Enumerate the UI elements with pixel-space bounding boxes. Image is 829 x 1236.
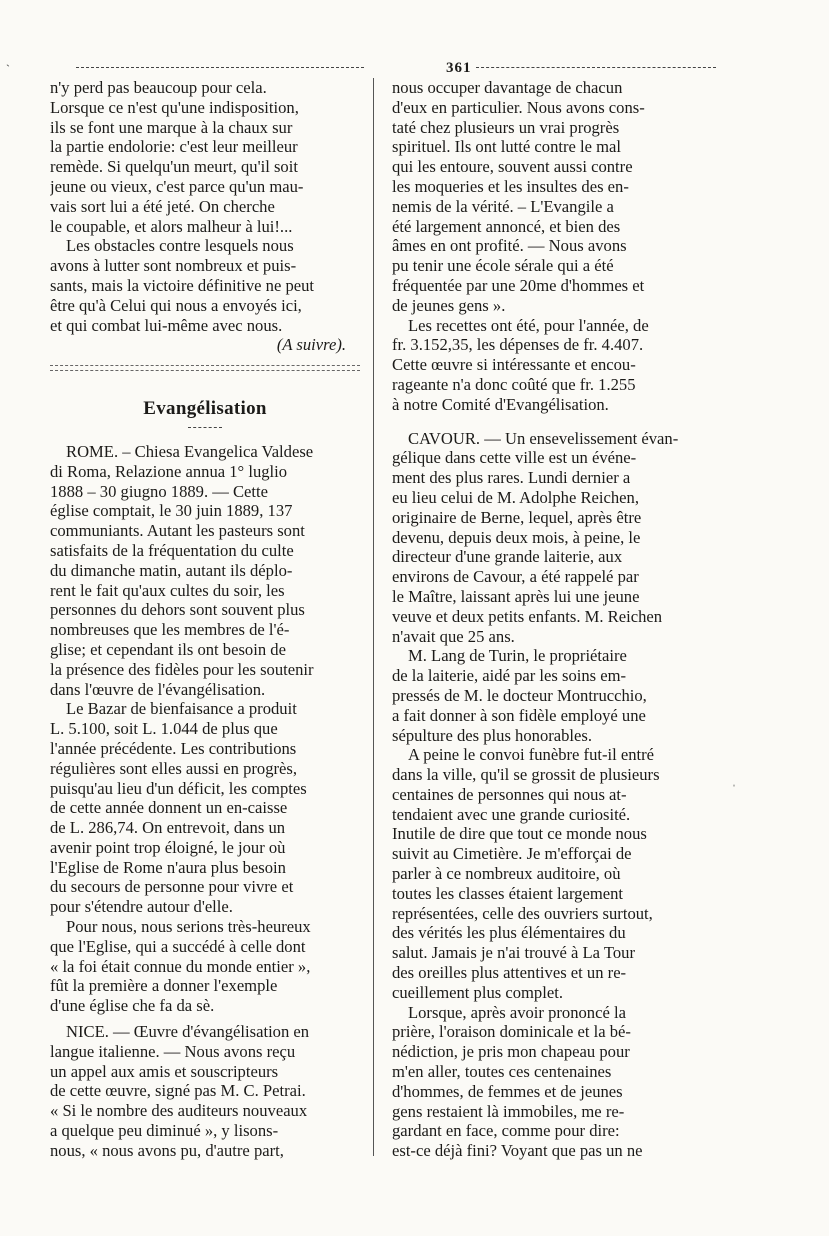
- text-line: remède. Si quelqu'un meurt, qu'il soit: [50, 157, 298, 177]
- text-line: le coupable, et alors malheur à lui!...: [50, 216, 293, 236]
- text-line: A peine le convoi funèbre fut-il entré: [408, 745, 655, 765]
- text-line: gardant en face, comme pour dire:: [392, 1121, 620, 1141]
- text-line: du dimanche matin, autant ils déplo-: [50, 560, 293, 580]
- text-line: CAVOUR. — Un ensevelissement évan-: [408, 428, 679, 448]
- text-line: un appel aux amis et souscripteurs: [50, 1061, 279, 1081]
- text-line: veuve et deux petits enfants. M. Reichen: [392, 606, 663, 626]
- text-line: pour s'étendre autour d'elle.: [50, 897, 233, 917]
- text-line: gélique dans cette ville est un événe-: [392, 448, 637, 468]
- text-line: n'avait que 25 ans.: [392, 626, 515, 646]
- text-line: nombreuses que les membres de l'é-: [50, 620, 290, 640]
- text-line: Lorsque, après avoir prononcé la: [408, 1002, 626, 1022]
- text-line: de cette année donnent un en-caisse: [50, 798, 288, 818]
- text-line: d'hommes, de femmes et de jeunes: [392, 1081, 623, 1101]
- text-line: église comptait, le 30 juin 1889, 137: [50, 501, 293, 521]
- text-line: toutes les classes étaient largement: [392, 883, 624, 903]
- text-line: M. Lang de Turin, le propriétaire: [408, 646, 627, 666]
- text-line: ROME. – Chiesa Evangelica Valdese: [66, 441, 314, 461]
- text-line: dans l'œuvre de l'évangélisation.: [50, 679, 266, 699]
- lang-paragraph: [392, 646, 702, 745]
- text-line: l'année précédente. Les contributions: [50, 738, 297, 758]
- text-line: d'une église che fa da sè.: [50, 996, 215, 1016]
- text-line: des oreilles plus attentives et un re-: [392, 963, 627, 983]
- text-line: de L. 286,74. On entrevoit, dans un: [50, 818, 286, 838]
- text-line: eu lieu celui de M. Adolphe Reichen,: [392, 487, 639, 507]
- text-line: de jeunes gens ».: [392, 295, 506, 315]
- nice-paragraph: [50, 1022, 360, 1161]
- text-line: m'en aller, toutes ces centenaines: [392, 1062, 612, 1082]
- text-line: fût la première a donner l'exemple: [50, 976, 278, 996]
- text-line: NICE. — Œuvre d'évangélisation en: [66, 1022, 310, 1042]
- text-line: suivit au Cimetière. Je m'efforçai de: [392, 844, 632, 864]
- text-line: a quelque peu diminué », y lisons-: [50, 1121, 279, 1141]
- text-line: pu tenir une école sérale qui a été: [392, 256, 614, 276]
- text-line: prière, l'oraison dominicale et la bé-: [392, 1022, 631, 1042]
- text-line: originaire de Berne, lequel, après être: [392, 507, 642, 527]
- text-line: rent le fait qu'aux cultes du soir, les: [50, 580, 285, 600]
- text-line: 1888 – 30 giugno 1889. — Cette: [50, 481, 269, 501]
- text-line: régulières sont elles aussi en progrès,: [50, 758, 297, 778]
- column-divider: [373, 78, 374, 1156]
- text-line: fr. 3.152,35, les dépenses de fr. 4.407.: [392, 335, 644, 355]
- header-rule-left: [76, 67, 364, 68]
- text-line: Pour nous, nous serions très-heureux: [66, 917, 311, 937]
- continuation-paragraph: [392, 78, 702, 316]
- text-line: Les obstacles contre lesquels nous: [66, 236, 294, 256]
- text-line: été largement annoncé, et bien des: [392, 216, 621, 236]
- text-line: la partie endolorie: c'est leur meilleur: [50, 137, 298, 157]
- text-line: glise; et cependant ils ont besoin de: [50, 639, 286, 659]
- text-line: di Roma, Relazione annua 1° luglio: [50, 461, 288, 481]
- text-line: puisqu'au lieu d'un déficit, les comptes: [50, 778, 307, 798]
- text-line: parler à ce nombreux auditoire, où: [392, 864, 621, 884]
- text-line: ment des plus rares. Lundi dernier a: [392, 468, 631, 488]
- text-line: avons à lutter sont nombreux et puis-: [50, 256, 297, 276]
- text-line: environs de Cavour, a été rappelé par: [392, 567, 639, 587]
- text-line: centaines de personnes qui nous at-: [392, 784, 627, 804]
- text-line: salut. Jamais je n'ai trouvé à La Tour: [392, 943, 635, 963]
- text-line: nous occuper davantage de chacun: [392, 78, 623, 97]
- text-line: cueillement plus complet.: [392, 982, 563, 1002]
- text-line: nemis de la vérité. – L'Evangile a: [392, 196, 614, 216]
- text-line: Les recettes ont été, pour l'année, de: [408, 315, 649, 335]
- text-line: de la laiterie, aidé par les soins em-: [392, 666, 627, 686]
- text-line: satisfaits de la fréquentation du culte: [50, 540, 294, 560]
- text-line: rageante n'a donc coûté que fr. 1.255: [392, 374, 636, 394]
- text-line: spirituel. Ils ont lutté contre le mal: [392, 137, 622, 157]
- title-dash: [188, 427, 222, 428]
- text-line: des vérités les plus élémentaires du: [392, 923, 626, 943]
- text-line: que l'Eglise, qui a succédé à celle dont: [50, 936, 306, 956]
- text-line: fréquentée par une 20me d'hommes et: [392, 275, 645, 295]
- header-rule-right: [476, 67, 716, 68]
- text-line: gens restaient là immobiles, me re-: [392, 1101, 625, 1121]
- text-line: être qu'à Celui qui nous a envoyés ici,: [50, 295, 302, 315]
- pournous-paragraph: [50, 917, 360, 1016]
- text-line: représentées, celle des ouvriers surtout,: [392, 903, 653, 923]
- section-separator: [50, 365, 360, 371]
- text-line: est-ce déjà fini? Voyant que pas un ne: [392, 1141, 643, 1161]
- text-line: n'y perd pas beaucoup pour cela.: [50, 78, 267, 97]
- text-line: vais sort lui a été jeté. On cherche: [50, 196, 275, 216]
- left-column: [50, 78, 360, 1161]
- text-line: Le Bazar de bienfaisance a produit: [66, 699, 297, 719]
- text-line: dans la ville, qu'il se grossit de plusieurs: [392, 765, 660, 785]
- text-line: nous, « nous avons pu, d'autre part,: [50, 1140, 284, 1160]
- text-line: Inutile de dire que tout ce monde nous: [392, 824, 647, 844]
- text-line: devenu, depuis deux mois, à peine, le: [392, 527, 641, 547]
- text-line: a fait donner à son fidèle employé une: [392, 705, 646, 725]
- text-line: directeur d'une grande laiterie, aux: [392, 547, 623, 567]
- text-line: personnes du dehors sont souvent plus: [50, 600, 305, 620]
- text-line: langue italienne. — Nous avons reçu: [50, 1041, 296, 1061]
- text-line: nédiction, je pris mon chapeau pour: [392, 1042, 630, 1062]
- page-number: 361: [446, 60, 472, 76]
- text-line: Lorsque ce n'est qu'une indisposition,: [50, 97, 299, 117]
- obstacles-paragraph: [50, 236, 360, 335]
- text-line: de cette œuvre, signé pas M. C. Petrai.: [50, 1081, 306, 1101]
- text-line: la présence des fidèles pour les soutenir: [50, 659, 314, 679]
- intro-paragraph: [50, 78, 360, 236]
- text-line: pressés de M. le docteur Montrucchio,: [392, 685, 647, 705]
- rome-paragraph: [50, 442, 360, 699]
- text-line: le Maître, laissant après lui une jeune: [392, 586, 640, 606]
- text-line: qui les entoure, souvent aussi contre: [392, 157, 633, 177]
- text-line: communiants. Autant les pasteurs sont: [50, 521, 305, 541]
- text-line: tendaient avec une grande curiosité.: [392, 804, 631, 824]
- text-line: l'Eglise de Rome n'aura plus besoin: [50, 857, 286, 877]
- margin-mark: ˋ: [6, 62, 10, 76]
- recettes-paragraph: [392, 316, 702, 415]
- text-line: et qui combat lui-même avec nous.: [50, 315, 283, 335]
- text-line: à notre Comité d'Evangélisation.: [392, 394, 609, 414]
- text-line: Cette œuvre si intéressante et encou-: [392, 355, 636, 375]
- lorsque-paragraph: [392, 1003, 702, 1161]
- text-line: du secours de personne pour vivre et: [50, 877, 294, 897]
- text-line: « la foi était connue du monde entier »,: [50, 956, 311, 976]
- text-line: L. 5.100, soit L. 1.044 de plus que: [50, 719, 278, 739]
- text-line: les moqueries et les insultes des en-: [392, 176, 629, 196]
- text-line: ils se font une marque à la chaux sur: [50, 117, 293, 137]
- text-line: « Si le nombre des auditeurs nouveaux: [50, 1101, 308, 1121]
- text-line: âmes en ont profité. — Nous avons: [392, 236, 627, 256]
- text-line: jeune ou vieux, c'est parce qu'un mau-: [50, 176, 304, 196]
- cavour-paragraph: [392, 429, 702, 647]
- text-line: sépulture des plus honorables.: [392, 725, 593, 745]
- text-line: avenir point trop éloigné, le jour où: [50, 837, 286, 857]
- a-suivre-note: (A suivre).: [276, 335, 346, 355]
- margin-mark: ˈ: [732, 782, 736, 796]
- section-title: Evangélisation: [143, 398, 267, 420]
- text-line: taté chez plusieurs un vrai progrès: [392, 117, 620, 137]
- page-header: [76, 60, 716, 74]
- text-line: sants, mais la victoire définitive ne peut: [50, 275, 315, 295]
- right-column: [392, 78, 702, 1161]
- bazar-paragraph: [50, 699, 360, 917]
- text-line: d'eux en particulier. Nous avons cons-: [392, 97, 645, 117]
- convoi-paragraph: [392, 745, 702, 1002]
